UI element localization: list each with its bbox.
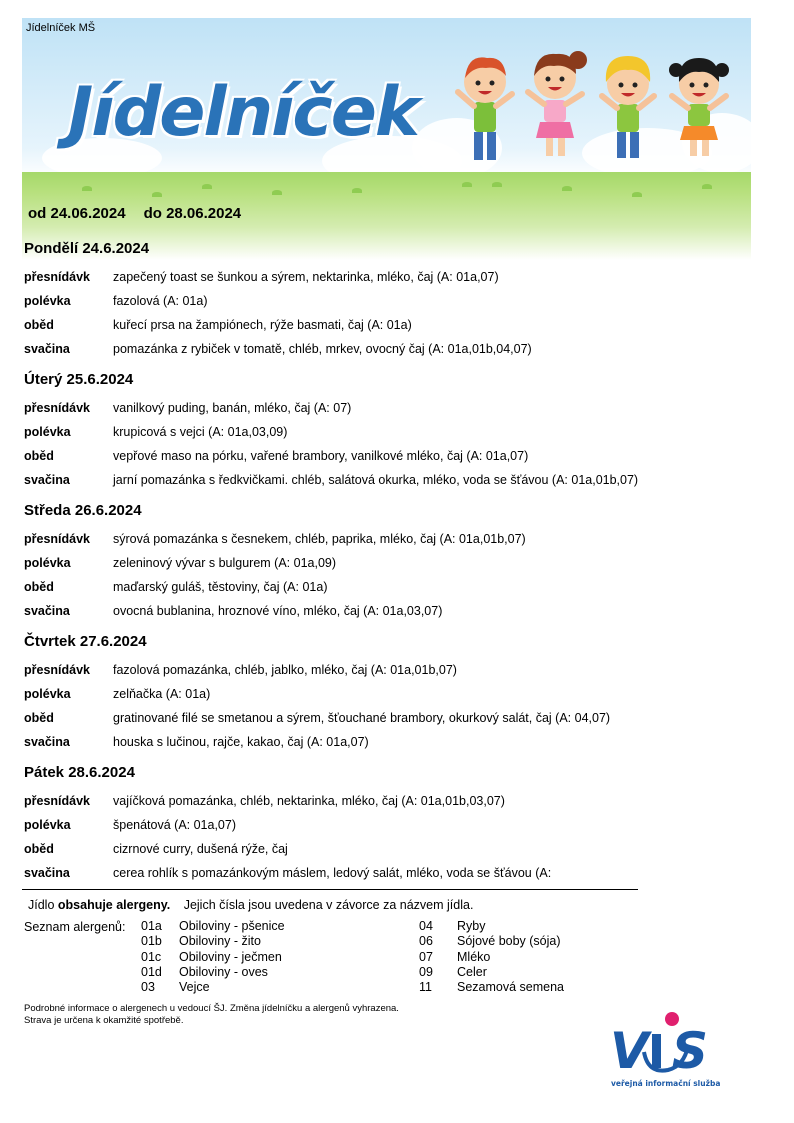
svg-text:S: S [672,1022,709,1080]
allergen-note-prefix: Jídlo [28,898,55,912]
day-section-monday [24,237,724,361]
meal-row [24,468,724,492]
meal-label: polévka [24,818,71,832]
allergen-name: Obiloviny - oves [179,964,268,979]
meal-row [24,420,724,444]
day-title: Úterý 25.6.2024 [24,371,134,388]
day-section-tuesday [24,368,724,492]
day-title: Pondělí 24.6.2024 [24,240,150,257]
allergen-code: 01b [141,934,162,949]
meal-text: ovocná bublanina, hroznové víno, mléko, čaj (A: 01a,03,07) [113,604,443,618]
allergen-code: 09 [419,964,433,979]
meal-text: fazolová pomazánka, chléb, jablko, mléko, čaj (A: 01a,01b,07) [113,663,457,677]
meal-row [24,265,724,289]
meal-row [24,599,724,623]
meal-label: přesnídávk [24,532,91,546]
meal-label: polévka [24,425,71,439]
meal-text: vajíčková pomazánka, chléb, nektarinka, mléko, čaj (A: 01a,01b,03,07) [113,794,505,808]
date-from: od 24.06.2024 [28,205,126,222]
meal-text: vanilkový puding, banán, mléko, čaj (A: 07) [113,401,352,415]
meal-label: svačina [24,342,70,356]
meal-label: přesnídávk [24,401,91,415]
meal-row [24,313,724,337]
meal-row [24,575,724,599]
meal-row [24,527,724,551]
header-banner [22,18,751,260]
meal-row [24,706,724,730]
meal-label: svačina [24,473,70,487]
allergen-list-label: Seznam alergenů: [24,920,126,934]
meal-text: sýrová pomazánka s česnekem, chléb, paprika, mléko, čaj (A: 01a,01b,07) [113,532,526,546]
svg-text:veřejná informační služba: veřejná informační služba [611,1079,721,1088]
day-title: Středa 26.6.2024 [24,502,142,519]
meal-text: krupicová s vejci (A: 01a,03,09) [113,425,288,439]
meal-label: přesnídávk [24,794,91,808]
meal-row [24,337,724,361]
allergen-code: 07 [419,949,433,964]
meal-text: kuřecí prsa na žampiónech, rýže basmati, čaj (A: 01a) [113,318,412,332]
meal-text: zeleninový vývar s bulgurem (A: 01a,09) [113,556,337,570]
allergen-code: 01a [141,919,162,933]
meal-row [24,289,724,313]
date-range [28,205,241,222]
allergen-code: 06 [419,934,433,949]
meal-row [24,658,724,682]
allergen-name: Sezamová semena [457,980,565,995]
meal-row [24,730,724,754]
allergen-code: 03 [141,980,155,995]
meal-label: oběd [24,842,54,856]
header-top-label: Jídelníček MŠ [26,22,96,34]
meal-row [24,444,724,468]
meal-text: špenátová (A: 01a,07) [113,818,236,832]
meal-label: svačina [24,604,70,618]
meal-label: polévka [24,687,71,701]
allergen-name: Mléko [457,949,491,964]
day-section-friday [24,761,724,885]
meal-row [24,789,724,813]
allergen-code: 01d [141,964,162,979]
allergen-name: Obiloviny - žito [179,934,261,949]
allergen-code: 11 [419,980,432,995]
allergen-note-rest: Jejich čísla jsou uvedena v závorce za názvem jídla. [183,898,474,912]
allergen-note-bold: obsahuje alergeny. [57,898,171,912]
meal-row [24,396,724,420]
meal-label: oběd [24,449,54,463]
allergen-name: Ryby [457,919,486,933]
meal-label: svačina [24,866,70,880]
meal-label: oběd [24,711,54,725]
meal-text: zapečený toast se šunkou a sýrem, nektarinka, mléko, čaj (A: 01a,07) [113,270,499,284]
meal-text: cizrnové curry, dušená rýže, čaj [113,842,288,856]
allergen-code: 01c [141,949,162,964]
footer-line: Podrobné informace o alergenech u vedoucí ŠJ. Změna jídelníčku a alergenů vyhrazena. [24,1003,399,1014]
allergen-name: Celer [457,964,487,979]
meal-text: pomazánka z rybiček v tomatě, chléb, mrkev, ovocný čaj (A: 01a,01b,04,07) [113,342,532,356]
meal-label: polévka [24,556,71,570]
meal-text: gratinované filé se smetanou a sýrem, šťouchané brambory, okurkový salát, čaj (A: 04,07) [113,711,611,725]
allergen-note [28,898,473,912]
meal-label: přesnídávk [24,270,91,284]
meal-row [24,837,724,861]
meal-row [24,813,724,837]
page-title: Jídelníček [68,73,419,152]
meal-text: cerea rohlík s pomazánkovým máslem, ledový salát, mléko, voda se šťávou (A: [113,866,552,880]
allergen-name: Vejce [179,980,210,995]
divider [22,889,638,890]
day-title: Čtvrtek 27.6.2024 [24,633,147,650]
svg-text:V: V [610,1022,649,1080]
allergen-name: Obiloviny - ječmen [179,949,282,964]
meal-row [24,682,724,706]
day-section-thursday [24,630,724,754]
meal-row [24,861,724,885]
meal-text: houska s lučinou, rajče, kakao, čaj (A: 01a,07) [113,735,369,749]
footer-note [24,1003,399,1027]
meal-text: jarní pomazánka s ředkvičkami. chléb, salátová okurka, mléko, voda se šťávou (A: 01a,01b,07) [113,473,639,487]
allergen-name: Obiloviny - pšenice [179,919,285,933]
vis-logo [608,1008,723,1090]
meal-text: zelňačka (A: 01a) [113,687,211,701]
footer-line: Strava je určena k okamžité spotřebě. [24,1015,184,1026]
allergen-code: 04 [419,919,433,933]
meal-label: přesnídávk [24,663,91,677]
allergen-name: Sójové boby (sója) [457,934,561,949]
meal-row [24,551,724,575]
day-section-wednesday [24,499,724,623]
meal-label: polévka [24,294,71,308]
day-title: Pátek 28.6.2024 [24,764,135,781]
meal-text: vepřové maso na pórku, vařené brambory, vanilkové mléko, čaj (A: 01a,07) [113,449,529,463]
meal-text: maďarský guláš, těstoviny, čaj (A: 01a) [113,580,328,594]
date-to: do 28.06.2024 [143,205,242,222]
meal-label: oběd [24,580,54,594]
meal-label: oběd [24,318,54,332]
children-illustration [454,40,744,165]
meal-text: fazolová (A: 01a) [113,294,208,308]
meal-label: svačina [24,735,70,749]
